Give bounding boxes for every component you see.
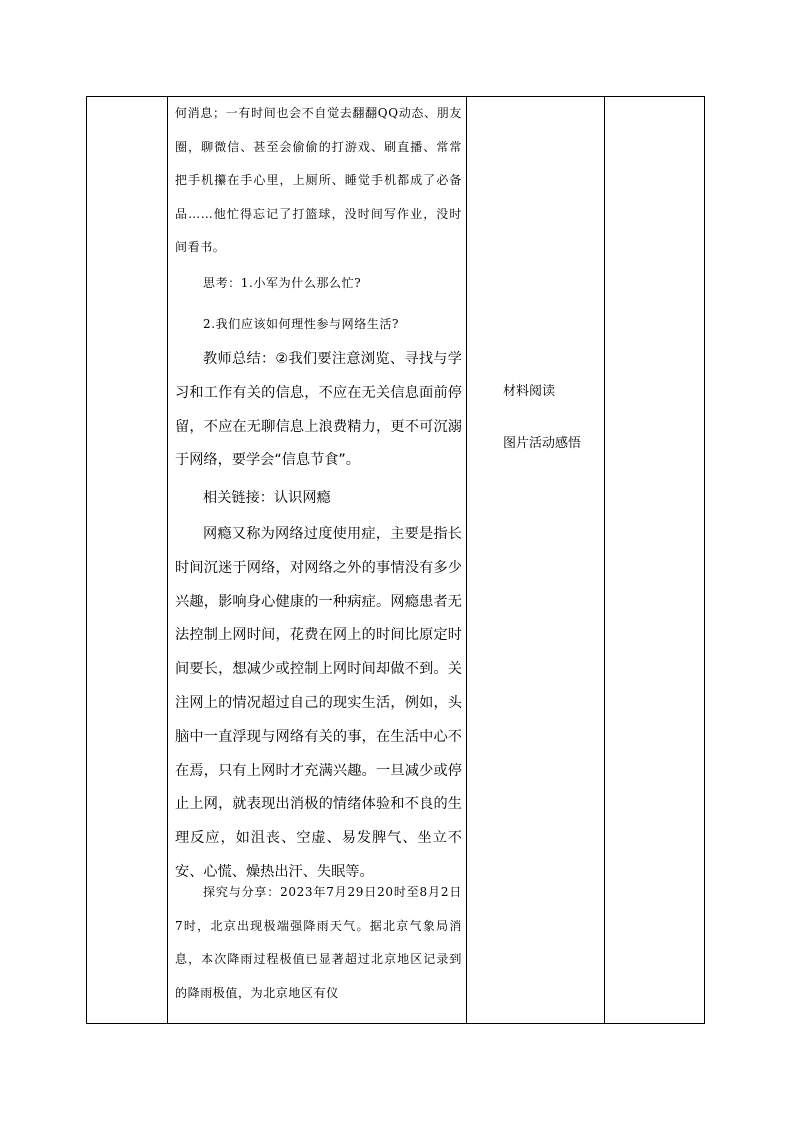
think-question-1: 思考：1.小军为什么那么忙? xyxy=(203,276,362,290)
internet-addiction-paragraph: 网瘾又称为网络过度使用症，主要是指长时间沉迷于网络，对网络之外的事情没有多少兴趣，影响身心健康的一种病症。网瘾患者无法控制上网时间，花费在网上的时间比原定时间要长，想减少或控制上网时间却做不到。关注网上的情况超过自己的现实生活，例如，头脑中一直浮现与网络有关的事，在生活中心不在焉，只有上网时才充满兴趣。一旦减少或停止上网，就表现出消极的情绪体验和不良的生理反应，如沮丧、空虚、易发脾气、坐立不安、心慌、燥热出汗、失眠等。 xyxy=(175,526,462,880)
related-link-heading: 相关链接：认识网瘾 xyxy=(203,490,331,506)
explore-share-paragraph: 探究与分享：2023年7月29日20时至8月2日7时，北京出现极端强降雨天气。据北京气象局消息，本次降雨过程极值已显著超过北京地区记录到的降雨极值，为北京地区有仪 xyxy=(175,885,462,1000)
column-notes xyxy=(605,97,704,1023)
method-picture-activity: 图片活动感悟 xyxy=(503,436,582,451)
think-question-2: 2.我们应该如何理性参与网络生活? xyxy=(203,317,400,331)
column-method xyxy=(467,97,605,1023)
lesson-plan-table xyxy=(86,96,705,1024)
teacher-summary-paragraph: 教师总结：②我们要注意浏览、寻找与学习和工作有关的信息，不应在无关信息面前停留，不应在无聊信息上浪费精力，更不可沉溺于网络，要学会“信息节食”。 xyxy=(175,351,462,469)
column-stage xyxy=(87,97,168,1023)
method-material-reading: 材料阅读 xyxy=(503,384,556,399)
column-content xyxy=(168,97,467,1023)
intro-paragraph: 何消息；一有时间也会不自觉去翻翻QQ动态、朋友圈，聊微信、甚至会偷偷的打游戏、刷直播、常常把手机攥在手心里，上厕所、睡觉手机都成了必备品……他忙得忘记了打篮球，没时间写作业，没时间看书。 xyxy=(175,106,462,254)
